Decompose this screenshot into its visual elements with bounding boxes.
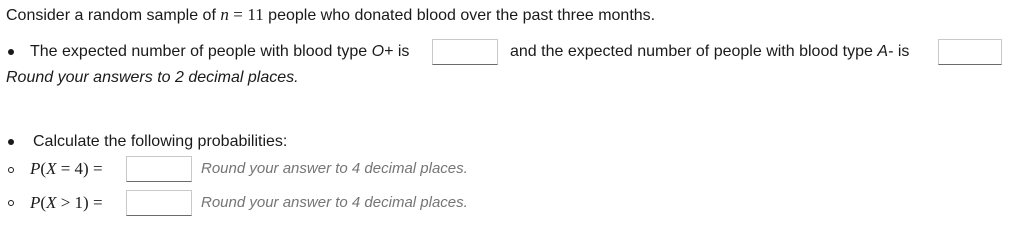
probability-input-1[interactable]: [126, 156, 192, 182]
probability-expression-1: P(X = 4) =: [30, 159, 103, 178]
round-two-decimals-note: Round your answers to 2 decimal places.: [6, 69, 299, 86]
probability-input-2[interactable]: [126, 190, 192, 216]
probability-hint-2: Round your answer to 4 decimal places.: [201, 194, 468, 211]
expected-o-label: The expected number of people with blood type O+ is: [30, 43, 410, 60]
probabilities-heading: Calculate the following probabilities:: [33, 133, 288, 150]
expected-a-label: and the expected number of people with blood type A- is: [510, 43, 910, 60]
intro-text-after: people who donated blood over the past three months.: [268, 7, 656, 24]
blood-type-a: A-: [877, 43, 894, 60]
bullet-icon: [8, 139, 14, 145]
sample-size-value: 11: [247, 5, 264, 24]
intro-line: [6, 5, 655, 26]
sample-size-variable: n: [220, 5, 229, 24]
probability-expression-2: P(X > 1) =: [30, 193, 103, 212]
probability-hint-1: Round your answer to 4 decimal places.: [201, 160, 468, 177]
expected-o-input[interactable]: [432, 39, 498, 65]
equals-sign: =: [233, 5, 243, 24]
bullet-icon: [8, 49, 14, 55]
blood-type-o: O+: [371, 43, 394, 60]
intro-text-before: Consider a random sample of: [6, 7, 216, 24]
expected-a-input[interactable]: [938, 39, 1002, 65]
sub-bullet-icon: [8, 200, 14, 206]
sub-bullet-icon: [8, 167, 14, 173]
